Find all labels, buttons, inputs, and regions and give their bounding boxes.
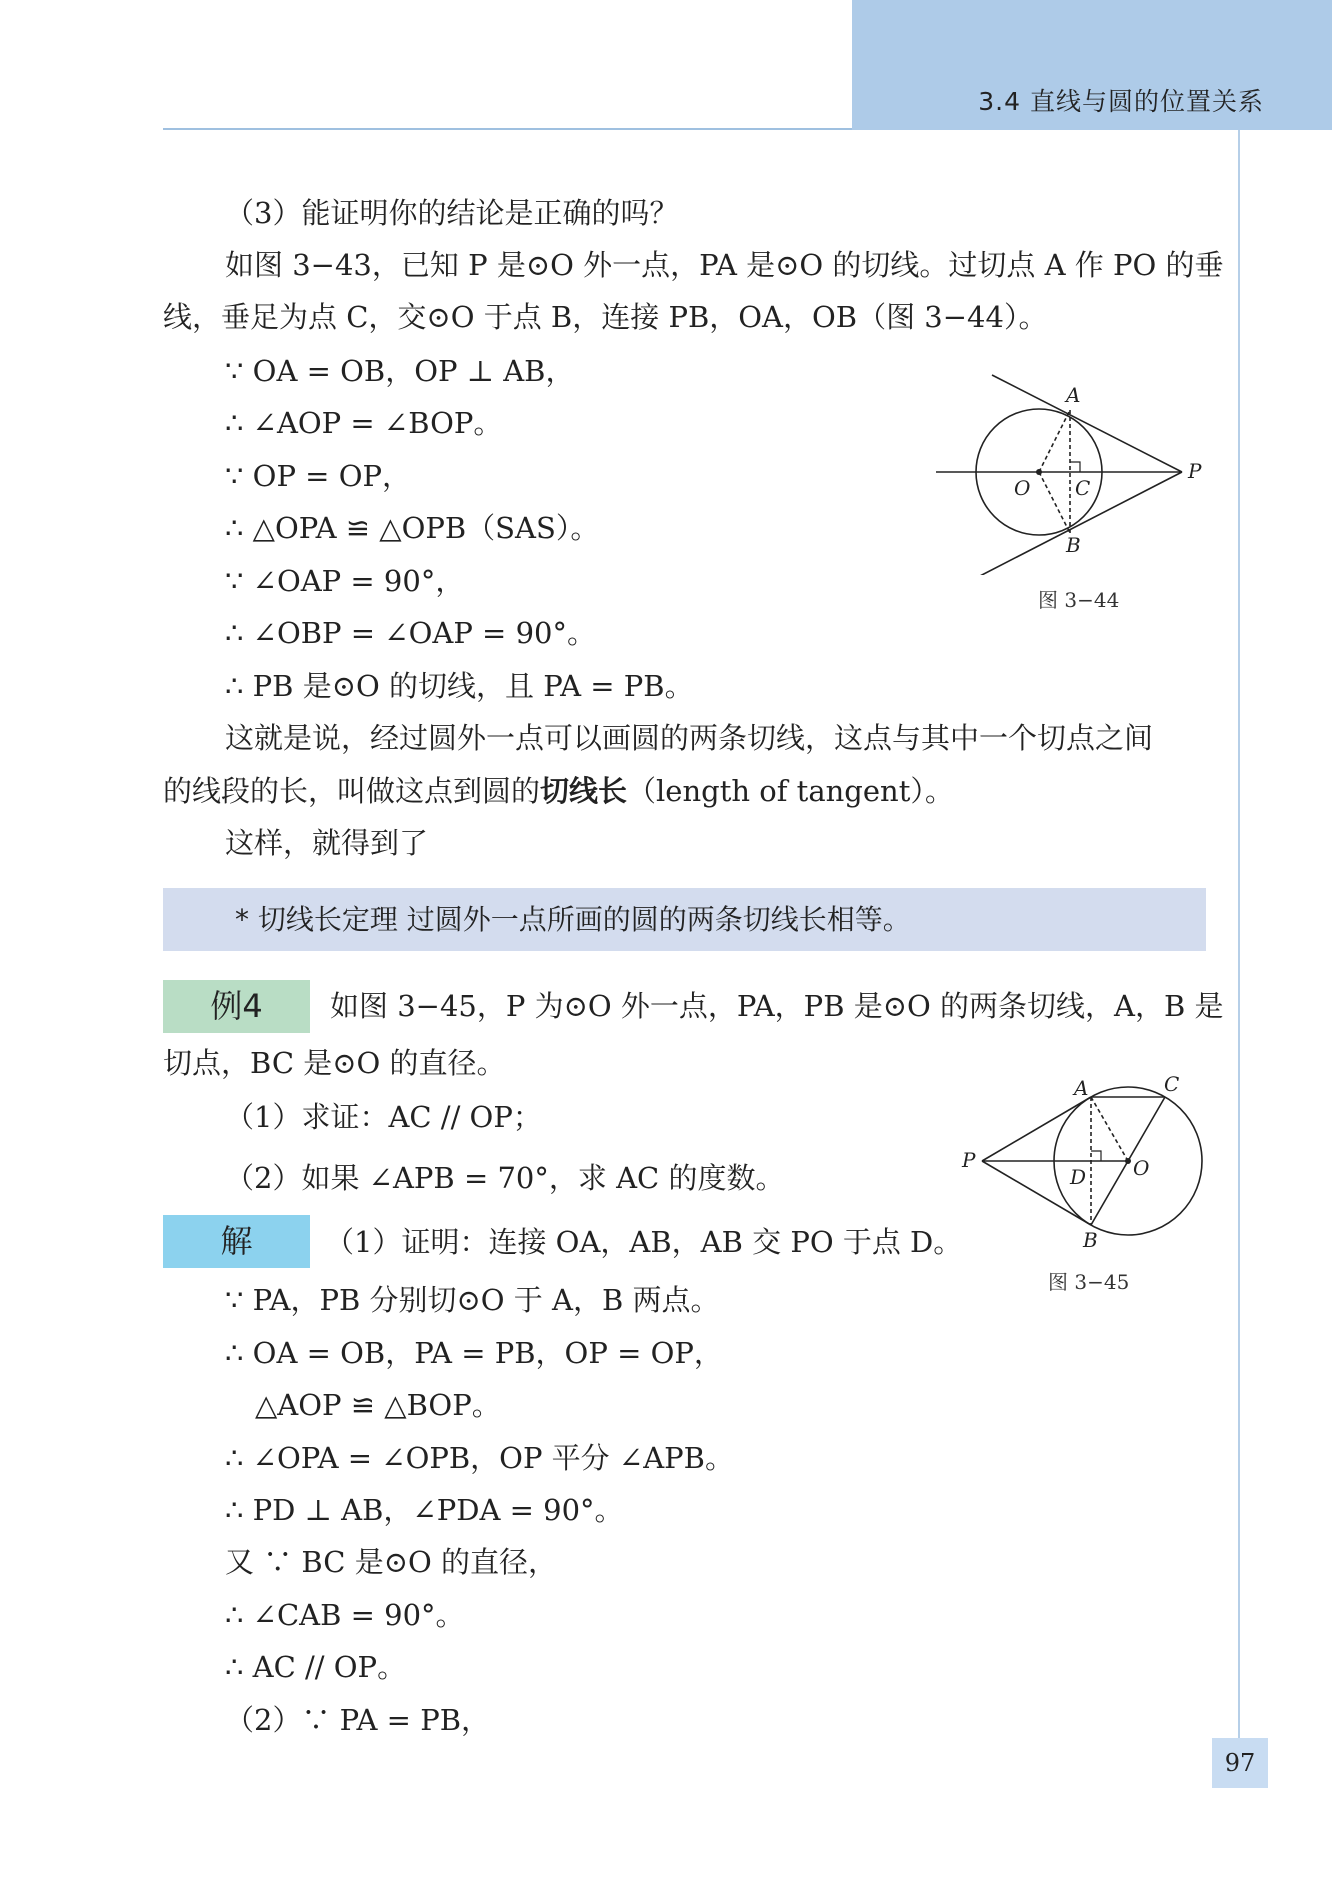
page-number: 97: [1212, 1738, 1268, 1788]
label-C: C: [1164, 1075, 1180, 1096]
paragraph-line: 这就是说，经过圆外一点可以画圆的两条切线，这点与其中一个切点之间: [225, 721, 1154, 755]
label-A: A: [1074, 1076, 1089, 1100]
solution-line: （2）∵ PA = PB，: [225, 1703, 491, 1737]
solution-line: 又 ∵ BC 是⊙O 的直径，: [225, 1545, 557, 1579]
paragraph-line: 这样，就得到了: [225, 826, 429, 860]
paragraph-line: 如图 3−43，已知 P 是⊙O 外一点，PA 是⊙O 的切线。过切点 A 作 PO 的垂: [225, 248, 1224, 282]
figure-3-45-caption: 图 3−45: [1048, 1270, 1130, 1294]
term-tangent-length: 切线长: [540, 774, 628, 808]
solution-line: ∴ ∠OPA = ∠OPB，OP 平分 ∠APB。: [225, 1441, 734, 1475]
proof-line: ∴ ∠OBP = ∠OAP = 90°。: [225, 616, 596, 650]
proof-line: ∴ ∠AOP = ∠BOP。: [225, 406, 503, 440]
label-C: C: [1075, 476, 1091, 500]
question-3: （3）能证明你的结论是正确的吗？: [225, 196, 679, 230]
solution-line: （1）证明：连接 OA，AB，AB 交 PO 于点 D。: [325, 1225, 963, 1259]
figure-3-44-caption: 图 3−44: [1038, 588, 1120, 612]
solution-label: 解: [163, 1215, 310, 1268]
example-line: 如图 3−45，P 为⊙O 外一点，PA，PB 是⊙O 的两条切线，A，B 是: [330, 989, 1224, 1023]
label-O: O: [1133, 1156, 1150, 1180]
solution-line: ∴ ∠CAB = 90°。: [225, 1598, 465, 1632]
paragraph-line: 线，垂足为点 C，交⊙O 于点 B，连接 PB，OA，OB（图 3−44）。: [163, 300, 1048, 334]
example-question-1: （1）求证：AC // OP；: [225, 1100, 542, 1134]
label-D: D: [1070, 1165, 1087, 1189]
solution-line: ∴ OA = OB，PA = PB，OP = OP，: [225, 1336, 723, 1370]
solution-line: ∴ PD ⊥ AB，∠PDA = 90°。: [225, 1493, 624, 1527]
section-title: 3.4 直线与圆的位置关系: [978, 87, 1264, 116]
proof-line: ∵ OA = OB，OP ⊥ AB，: [225, 354, 575, 388]
label-B: B: [1083, 1228, 1098, 1250]
figure-3-45: [950, 1075, 1215, 1250]
figure-3-44: [930, 365, 1220, 575]
proof-line: ∵ ∠OAP = 90°，: [225, 564, 465, 598]
label-B: B: [1066, 533, 1081, 557]
proof-line: ∵ OP = OP，: [225, 459, 411, 493]
solution-line: △AOP ≌ △BOP。: [255, 1388, 501, 1422]
theorem-text: * 切线长定理 过圆外一点所画的圆的两条切线长相等。: [235, 903, 911, 936]
solution-line: ∴ AC // OP。: [225, 1650, 407, 1684]
header-rule: [163, 128, 852, 130]
label-O: O: [1014, 476, 1031, 500]
label-P: P: [1188, 459, 1202, 483]
proof-line: ∴ PB 是⊙O 的切线，且 PA = PB。: [225, 669, 694, 703]
label-P: P: [962, 1148, 976, 1172]
definition-line: 的线段的长，叫做这点到圆的切线长（length of tangent）。: [163, 774, 954, 808]
solution-line: ∵ PA，PB 分别切⊙O 于 A，B 两点。: [225, 1283, 720, 1317]
margin-rule: [1238, 130, 1240, 1740]
proof-line: ∴ △OPA ≌ △OPB（SAS）。: [225, 511, 600, 545]
example-line: 切点，BC 是⊙O 的直径。: [163, 1046, 506, 1080]
example-label: 例4: [163, 980, 310, 1033]
example-question-2: （2）如果 ∠APB = 70°，求 AC 的度数。: [225, 1161, 785, 1195]
label-A: A: [1066, 383, 1081, 407]
